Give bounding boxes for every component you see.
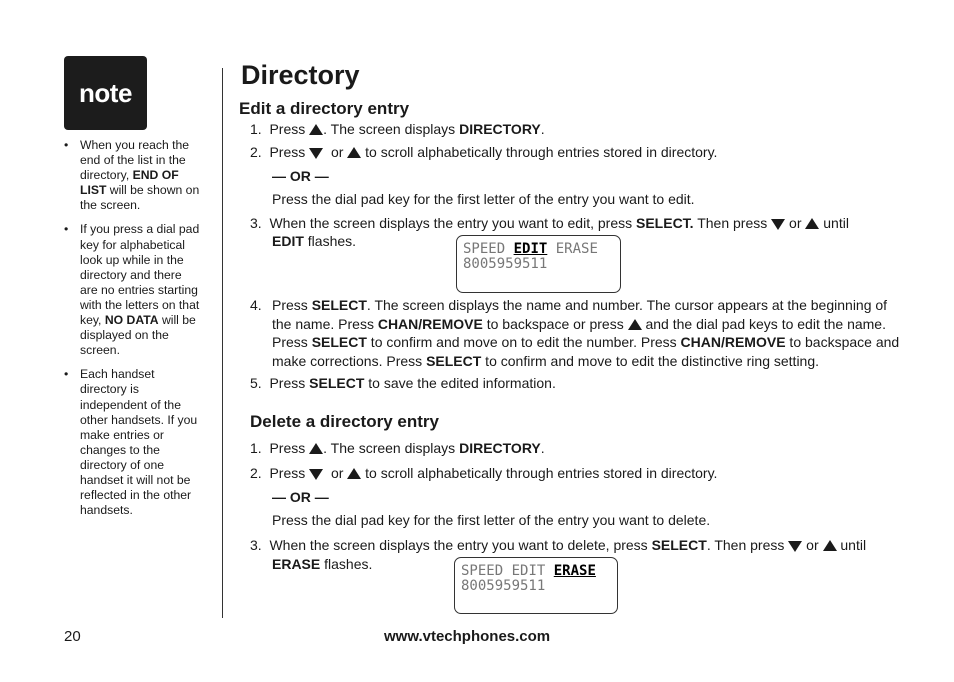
page-title: Directory [241, 60, 360, 90]
or-separator: — OR — [272, 168, 329, 184]
up-arrow-icon [347, 147, 361, 158]
edit-step-4: 4. [250, 297, 262, 313]
column-divider [222, 68, 223, 618]
section-heading-edit: Edit a directory entry [239, 99, 410, 118]
delete-step-2: 2. Press or to scroll alphabetically through entries stored in directory. [250, 465, 718, 481]
lcd-display-delete: SPEED EDIT ERASE 8005959511 [454, 557, 618, 614]
edit-alt-instruction: Press the dial pad key for the first letter of the entry you want to edit. [272, 191, 695, 207]
sidebar-notes [64, 138, 200, 527]
down-arrow-icon [309, 148, 323, 159]
delete-step-3-cont: ERASE flashes. [272, 556, 373, 572]
edit-step-5: 5. Press SELECT to save the edited information. [250, 375, 556, 391]
lcd-display-edit: SPEED EDIT ERASE 8005959511 [456, 235, 621, 293]
edit-step-3-cont: EDIT flashes. [272, 233, 357, 249]
edit-step-4-text: Press SELECT. The screen displays the name and number. The cursor appears at the beginning of the name. Press CHAN/REMOVE to backspace or press and the dial pad keys to edit the name. Press SELECT to confirm and move on to edit the number. Press CHAN/REMOVE to backspace and make corrections. Press SELECT to confirm and move to edit the distinctive ring setting. [272, 297, 900, 369]
page-number: 20 [64, 628, 81, 645]
delete-alt-instruction: Press the dial pad key for the first letter of the entry you want to delete. [272, 512, 711, 528]
up-arrow-icon [805, 218, 819, 229]
up-arrow-icon [347, 468, 361, 479]
down-arrow-icon [788, 541, 802, 552]
down-arrow-icon [771, 219, 785, 230]
edit-step-1: 1. Press . The screen displays DIRECTORY. [250, 121, 545, 137]
section-heading-delete: Delete a directory entry [250, 412, 439, 431]
delete-step-1: 1. Press . The screen displays DIRECTORY. [250, 440, 545, 456]
note-bullet: • If you press a dial pad key for alphabetical look up while in the directory and there are no entries starting with the letters on that key, NO DATA will be displayed on the screen. [64, 222, 200, 358]
footer-url: www.vtechphones.com [384, 628, 551, 645]
edit-step-3: 3. When the screen displays the entry you want to edit, press SELECT. Then press or until [250, 215, 849, 231]
edit-step-2: 2. Press or to scroll alphabetically through entries stored in directory. [250, 144, 718, 160]
or-separator: — OR — [272, 489, 329, 505]
up-arrow-icon [309, 124, 323, 135]
up-arrow-icon [628, 319, 642, 330]
note-badge: note [64, 56, 147, 130]
down-arrow-icon [309, 469, 323, 480]
up-arrow-icon [309, 443, 323, 454]
up-arrow-icon [823, 540, 837, 551]
delete-step-3: 3. When the screen displays the entry you want to delete, press SELECT. Then press or until [250, 537, 867, 553]
note-bullet: • Each handset directory is independent of the other handsets. If you make entries or changes to the directory of one handset it will not be reflected in the other handsets. [64, 367, 200, 518]
note-bullet: • When you reach the end of the list in the directory, END OF LIST will be shown on the screen. [64, 138, 200, 213]
